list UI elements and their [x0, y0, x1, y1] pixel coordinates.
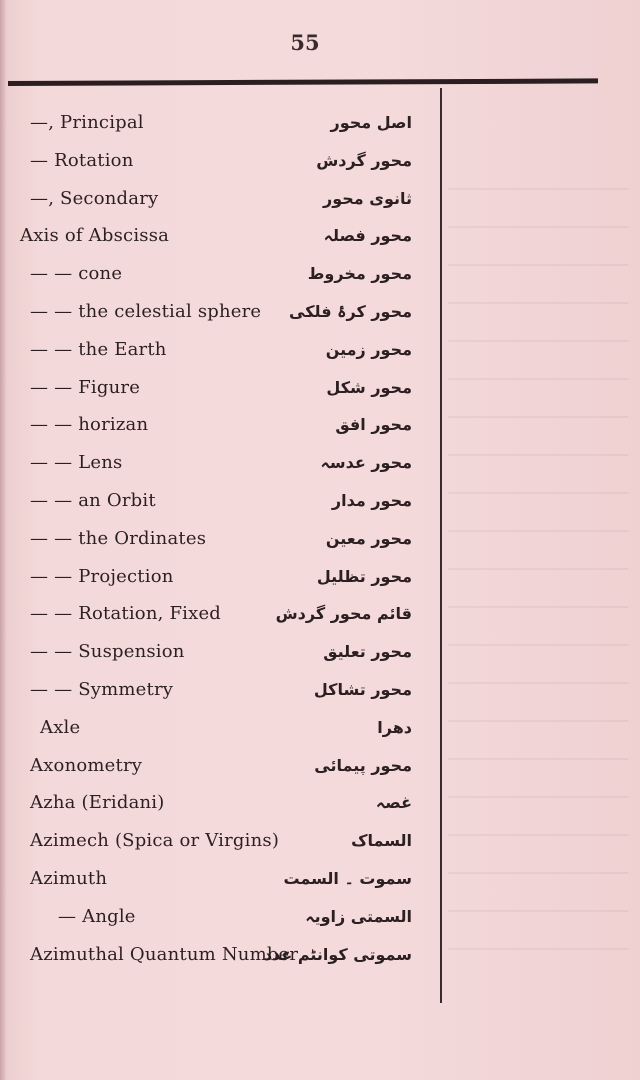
english-term: — — the Earth [30, 338, 167, 360]
english-term: — Angle [58, 905, 136, 927]
english-term: — — Figure [30, 376, 141, 398]
glossary-entry [0, 297, 440, 335]
glossary-entries [0, 108, 440, 977]
english-term: Azimuth [30, 867, 108, 889]
glossary-entry [0, 486, 440, 524]
page-number: 55 [290, 30, 320, 55]
english-term: — — the celestial sphere [30, 300, 262, 322]
urdu-term: قائم محور گردش [275, 604, 412, 624]
urdu-term: محور افق [335, 415, 412, 435]
glossary-entry [0, 902, 440, 940]
glossary-entry [0, 599, 440, 637]
english-term: — — the Ordinates [30, 527, 207, 549]
glossary-entry [0, 713, 440, 751]
urdu-term: محور تظلیل [316, 566, 412, 586]
english-term: — — horizan [30, 414, 149, 436]
urdu-term: اصل محور [330, 113, 412, 132]
header-rule [8, 78, 598, 86]
english-term: — — cone [30, 263, 123, 285]
glossary-entry [0, 448, 440, 486]
urdu-term: محور عدسہ [320, 453, 412, 473]
glossary-entry [0, 940, 440, 978]
urdu-term: السمتی زاویہ [305, 906, 412, 926]
glossary-entry [0, 751, 440, 789]
urdu-term: محور فصلہ [323, 226, 412, 246]
english-term: Azimech (Spica or Virgins) [30, 830, 280, 852]
urdu-term: سموت ۔ السمت [283, 868, 412, 888]
urdu-term: غصہ [375, 793, 412, 813]
english-term: — — Rotation, Fixed [30, 603, 222, 625]
glossary-entry [0, 259, 440, 297]
glossary-entry [0, 410, 440, 448]
urdu-term: دھرا [377, 717, 412, 737]
urdu-term: محور شکل [326, 377, 412, 397]
glossary-entry [0, 335, 440, 373]
urdu-term: محور معین [325, 528, 412, 548]
urdu-term: محور پیمائی [314, 755, 412, 775]
urdu-term: محور مخروط [307, 264, 412, 284]
english-term: Azha (Eridani) [30, 792, 165, 814]
glossary-entry [0, 146, 440, 184]
glossary-entry [0, 108, 440, 146]
urdu-term: محور مدار [331, 490, 412, 510]
urdu-term: ثانوی محور [323, 188, 412, 208]
english-term: —, Principal [30, 112, 144, 133]
english-term: —, Secondary [30, 187, 159, 209]
glossary-entry [0, 524, 440, 562]
english-term: Axis of Abscissa [20, 225, 170, 247]
english-term: Axonometry [30, 754, 143, 776]
urdu-term: محور تشاکل [313, 679, 412, 699]
english-term: — — Suspension [30, 641, 185, 663]
glossary-entry [0, 826, 440, 864]
glossary-entry [0, 221, 440, 259]
glossary-entry [0, 562, 440, 600]
english-term: Azimuthal Quantum Number [30, 943, 299, 965]
english-term: — Rotation [30, 149, 134, 171]
urdu-term: محور زمین [325, 339, 412, 359]
urdu-term: السماک [351, 831, 412, 851]
glossary-entry [0, 184, 440, 222]
glossary-entry [0, 864, 440, 902]
show-through-text [448, 160, 628, 980]
glossary-entry [0, 637, 440, 675]
english-term: Axle [40, 716, 81, 738]
glossary-entry [0, 675, 440, 713]
english-term: — — Symmetry [30, 678, 174, 700]
english-term: — — Lens [30, 452, 123, 474]
english-term: — — an Orbit [30, 489, 156, 511]
urdu-term: محور گردش [316, 150, 412, 170]
urdu-term: محور کرۂ فلکی [289, 301, 412, 321]
glossary-entry [0, 373, 440, 411]
urdu-term: سموتی کوانٹم عدد [263, 944, 412, 964]
column-divider [440, 88, 442, 1003]
glossary-entry [0, 788, 440, 826]
urdu-term: محور تعلیق [323, 642, 412, 662]
english-term: — — Projection [30, 565, 174, 587]
